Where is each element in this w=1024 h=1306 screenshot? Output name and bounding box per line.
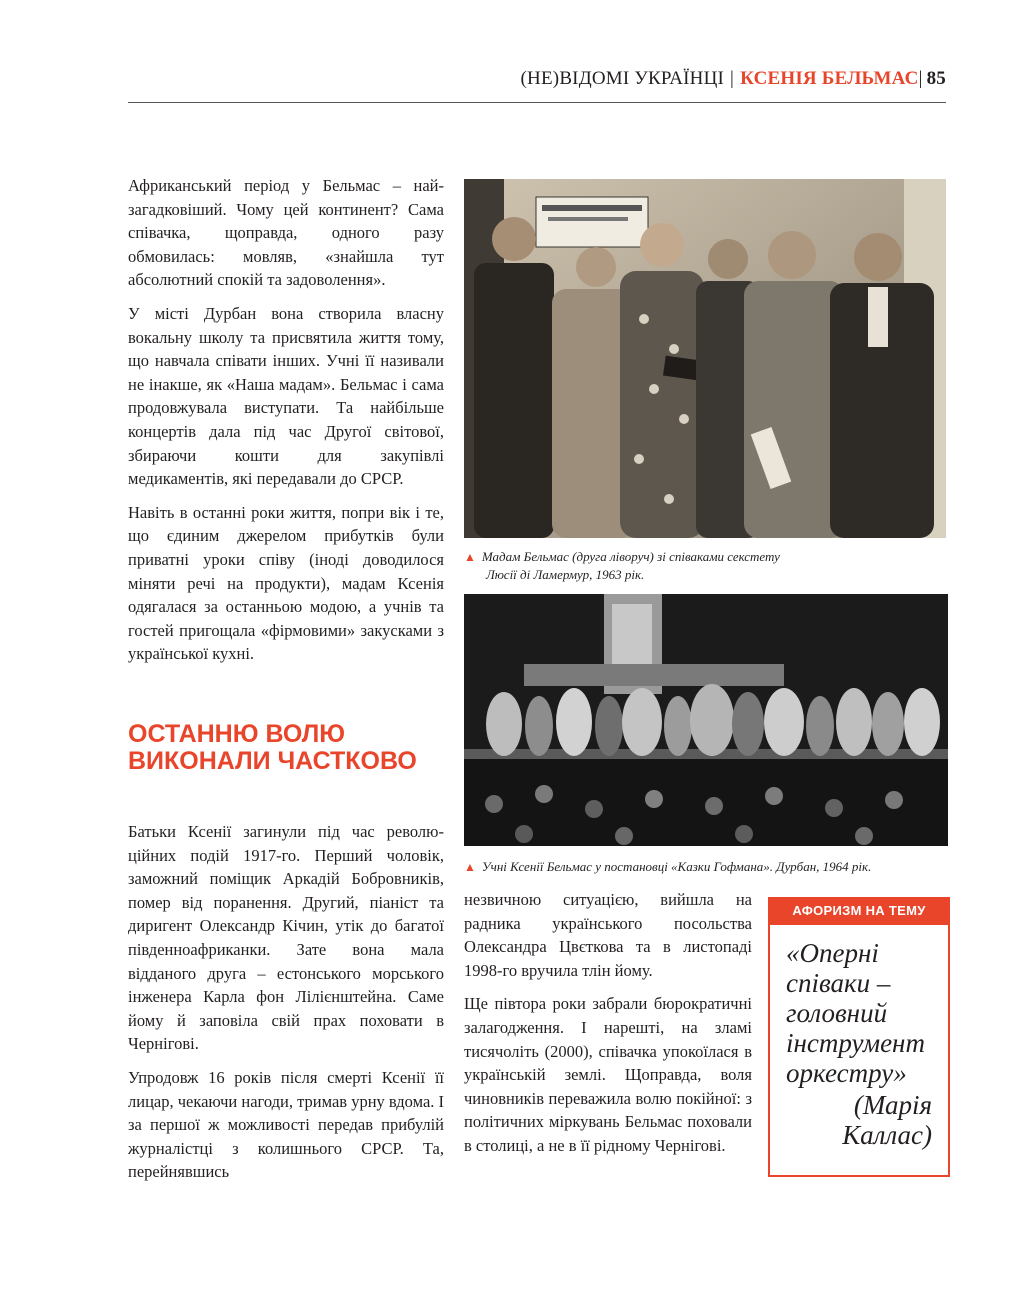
photo-caption (464, 858, 944, 876)
stage-photo (464, 594, 948, 846)
section-heading: ОСТАННЮ ВОЛЮ ВИКОНАЛИ ЧАСТКОВО (128, 720, 417, 775)
aphorism-author: (Марія Каллас) (842, 1090, 932, 1150)
triangle-icon: ▲ (464, 860, 476, 874)
series-title: (НЕ)ВІДОМІ УКРАЇНЦІ (520, 68, 725, 89)
caption-line: Люсії ді Ламермур, 1963 рік. (486, 567, 645, 582)
triangle-icon: ▲ (464, 550, 476, 564)
stage-photo-image (464, 594, 948, 846)
paragraph: У місті Дурбан вона створила власну вокальну школу та присвятила життя тому, що навчала співати інших. Учні її називали не інакше, як «Наша мадам». Бельмас і сама продовжувала виступати. Та найбільше концертів дала під час Другої світової, збираючи кошти для закупівлі медикаментів, які передавали до СРСР. (128, 303, 444, 489)
column-2 (464, 888, 752, 1168)
column-1-top (128, 174, 444, 676)
running-header: (НЕ)ВІДОМІ УКРАЇНЦІ | КСЕНІЯ БЕЛЬМАС| 85 (520, 68, 946, 89)
group-photo-image (464, 179, 946, 538)
paragraph: Африканський період у Бельмас – найзагадковіший. Чому цей континент? Сама співачка, щоправда, одного разу обмовилась: мовляв, «знайшла тут абсолютний спокій та задоволення». (128, 176, 444, 290)
caption-line: Мадам Бельмас (друга ліворуч) зі співаками секстету (481, 549, 780, 564)
column-1-bottom (128, 820, 444, 1194)
article-topic: КСЕНІЯ БЕЛЬМАС (740, 68, 919, 89)
paragraph: Навіть в останні роки життя, попри вік і те, що єдиним джерелом прибутків були приватні уроки співу (іноді доводилося міняти речі на продукти), мадам Ксенія одягалася за останньою модою, а учнів та гостей пригощала «фірмовими» закусками з української кухні. (128, 502, 444, 664)
paragraph: незвичною ситуацією, вийшла на радника українського посольства Олександра Цвєткова та в листопаді 1998-го вручила тлін йому. (464, 890, 752, 980)
group-photo (464, 179, 946, 538)
caption-line: Учні Ксенії Бельмас у постановці «Казки Гофмана». Дурбан, 1964 рік. (481, 859, 872, 874)
paragraph: Ще півтора роки забрали бюрократичні залагодження. І нарешті, на зламі тисячоліть (2000), співачка упокоїлася в українській землі. Щоправда, воля чиновників переважила волю покійної: з політичних міркувань Бельмас поховали в столиці, а не в її рідному Чернігові. (464, 994, 752, 1155)
header-rule (128, 102, 946, 103)
aphorism-heading: АФОРИЗМ НА ТЕМУ (768, 897, 950, 925)
photo-caption (464, 548, 934, 583)
aphorism-quote: «Оперні співаки – головний інструмент оркестру» (786, 938, 925, 1088)
paragraph: Батьки Ксенії загинули під час революційних подій 1917-го. Перший чоловік, заможний поміщик Аркадій Бобровників, помер від поранення. Другий, піаніст та диригент Олександр Кічин, утік до багатої південноафриканки. Зате вона мала відданого друга – естонського морського інженера Карла фон Лілієнштейна. Саме йому й заповіла свій прах поховати в Чернігові. (128, 822, 444, 1054)
page-number: 85 (926, 68, 946, 89)
paragraph: Упродовж 16 років після смерті Ксенії її лицар, чекаючи нагоди, тримав урну вдома. І за першої ж можливості передав прибулій журналістці з колишнього СРСР. Та, перейнявшись (128, 1067, 445, 1182)
